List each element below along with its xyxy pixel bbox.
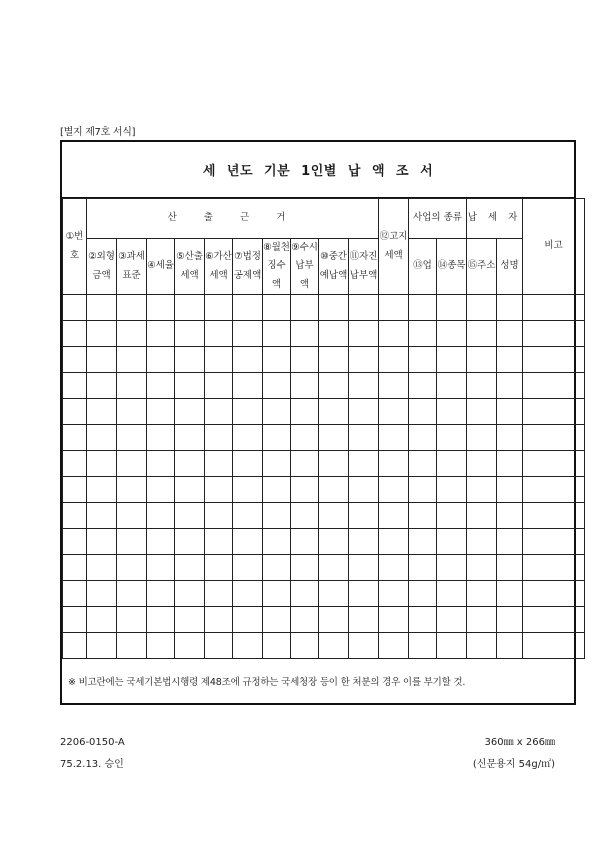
table-cell[interactable] <box>291 477 319 503</box>
table-cell[interactable] <box>233 503 263 529</box>
table-cell[interactable] <box>319 399 349 425</box>
paper-type: (신문용지 54g/㎡) <box>472 759 555 770</box>
table-cell[interactable] <box>87 373 117 399</box>
table-cell[interactable] <box>175 295 205 321</box>
table-cell[interactable] <box>349 295 379 321</box>
table-cell[interactable] <box>349 373 379 399</box>
table-cell[interactable] <box>523 399 585 425</box>
header-withholding: ⑧월천 징수액 <box>263 239 291 295</box>
table-cell[interactable] <box>497 373 523 399</box>
table-cell[interactable] <box>291 503 319 529</box>
table-cell[interactable] <box>63 633 87 659</box>
table-cell[interactable] <box>175 503 205 529</box>
header-remarks: 비고 <box>523 199 585 295</box>
table-cell[interactable] <box>63 581 87 607</box>
table-cell[interactable] <box>205 581 233 607</box>
table-cell[interactable] <box>205 607 233 633</box>
table-cell[interactable] <box>117 295 147 321</box>
table-cell[interactable] <box>63 373 87 399</box>
table-row <box>63 295 585 321</box>
table-cell[interactable] <box>319 503 349 529</box>
table-cell[interactable] <box>147 555 175 581</box>
table-cell[interactable] <box>233 347 263 373</box>
table-cell[interactable] <box>117 607 147 633</box>
header-business-group: 사업의 종류 <box>409 199 467 239</box>
table-cell[interactable] <box>523 295 585 321</box>
table-cell[interactable] <box>437 373 467 399</box>
table-row <box>63 529 585 555</box>
table-cell[interactable] <box>409 555 437 581</box>
table-cell[interactable] <box>233 295 263 321</box>
table-cell[interactable] <box>175 581 205 607</box>
table-cell[interactable] <box>233 425 263 451</box>
table-cell[interactable] <box>205 633 233 659</box>
table-cell[interactable] <box>263 529 291 555</box>
table-cell[interactable] <box>409 373 437 399</box>
table-cell[interactable] <box>409 607 437 633</box>
table-cell[interactable] <box>409 581 437 607</box>
table-cell[interactable] <box>467 607 497 633</box>
footer-left <box>60 732 125 776</box>
table-cell[interactable] <box>291 451 319 477</box>
table-cell[interactable] <box>349 451 379 477</box>
table-cell[interactable] <box>319 581 349 607</box>
table-cell[interactable] <box>523 607 585 633</box>
table-cell[interactable] <box>497 399 523 425</box>
table-cell[interactable] <box>263 451 291 477</box>
table-cell[interactable] <box>437 451 467 477</box>
table-cell[interactable] <box>349 607 379 633</box>
table-cell[interactable] <box>175 321 205 347</box>
table-cell[interactable] <box>467 451 497 477</box>
table-cell[interactable] <box>87 399 117 425</box>
table-cell[interactable] <box>87 555 117 581</box>
table-cell[interactable] <box>147 451 175 477</box>
table-cell[interactable] <box>175 607 205 633</box>
table-cell[interactable] <box>349 555 379 581</box>
table-cell[interactable] <box>437 477 467 503</box>
table-cell[interactable] <box>319 347 349 373</box>
table-cell[interactable] <box>379 607 409 633</box>
table-cell[interactable] <box>175 425 205 451</box>
table-cell[interactable] <box>233 321 263 347</box>
table-cell[interactable] <box>319 607 349 633</box>
table-cell[interactable] <box>409 633 437 659</box>
table-cell[interactable] <box>117 477 147 503</box>
table-cell[interactable] <box>117 503 147 529</box>
table-cell[interactable] <box>63 503 87 529</box>
table-cell[interactable] <box>117 321 147 347</box>
table-cell[interactable] <box>409 477 437 503</box>
form-number-label: [별지 제7호 서식] <box>60 127 136 138</box>
header-occasional-payment: ⑨수시 납부액 <box>291 239 319 295</box>
table-row <box>63 633 585 659</box>
table-cell[interactable] <box>291 347 319 373</box>
table-cell[interactable] <box>147 529 175 555</box>
table-cell[interactable] <box>291 529 319 555</box>
table-cell[interactable] <box>319 295 349 321</box>
table-cell[interactable] <box>409 529 437 555</box>
table-cell[interactable] <box>87 581 117 607</box>
table-cell[interactable] <box>497 321 523 347</box>
table-cell[interactable] <box>319 425 349 451</box>
table-cell[interactable] <box>319 477 349 503</box>
table-cell[interactable] <box>467 347 497 373</box>
table-row <box>63 503 585 529</box>
table-cell[interactable] <box>437 581 467 607</box>
table-cell[interactable] <box>263 321 291 347</box>
table-cell[interactable] <box>175 477 205 503</box>
table-cell[interactable] <box>437 425 467 451</box>
table-cell[interactable] <box>117 633 147 659</box>
table-cell[interactable] <box>319 633 349 659</box>
table-cell[interactable] <box>63 555 87 581</box>
table-row <box>63 321 585 347</box>
table-cell[interactable] <box>263 295 291 321</box>
table-row <box>63 607 585 633</box>
table-cell[interactable] <box>263 503 291 529</box>
table-cell[interactable] <box>349 529 379 555</box>
header-additional-tax: ⑥가산 세액 <box>205 239 233 295</box>
table-row <box>63 399 585 425</box>
header-basis-group: 산 출 근 거 <box>87 199 379 239</box>
table-cell[interactable] <box>63 529 87 555</box>
header-address: ⑮주소 <box>467 239 497 295</box>
header-gross-amount: ②외형 금액 <box>87 239 117 295</box>
table-cell[interactable] <box>147 581 175 607</box>
table-cell[interactable] <box>379 477 409 503</box>
table-cell[interactable] <box>379 399 409 425</box>
table-cell[interactable] <box>379 555 409 581</box>
table-cell[interactable] <box>319 529 349 555</box>
table-cell[interactable] <box>497 633 523 659</box>
table-cell[interactable] <box>63 295 87 321</box>
table-cell[interactable] <box>175 347 205 373</box>
table-cell[interactable] <box>523 347 585 373</box>
table-row <box>63 477 585 503</box>
table-cell[interactable] <box>63 451 87 477</box>
table-cell[interactable] <box>291 425 319 451</box>
header-tax-base: ③과세 표준 <box>117 239 147 295</box>
table-cell[interactable] <box>233 529 263 555</box>
table-cell[interactable] <box>233 633 263 659</box>
table-cell[interactable] <box>497 607 523 633</box>
table-cell[interactable] <box>409 425 437 451</box>
table-cell[interactable] <box>409 503 437 529</box>
table-cell[interactable] <box>205 503 233 529</box>
table-cell[interactable] <box>233 373 263 399</box>
table-cell[interactable] <box>349 503 379 529</box>
table-cell[interactable] <box>497 425 523 451</box>
table-body <box>63 295 585 659</box>
table-cell[interactable] <box>467 581 497 607</box>
table-cell[interactable] <box>87 633 117 659</box>
table-cell[interactable] <box>409 347 437 373</box>
table-cell[interactable] <box>117 529 147 555</box>
table-cell[interactable] <box>467 477 497 503</box>
table-cell[interactable] <box>319 321 349 347</box>
table-cell[interactable] <box>467 503 497 529</box>
table-row <box>63 581 585 607</box>
table-cell[interactable] <box>147 399 175 425</box>
table-cell[interactable] <box>497 581 523 607</box>
header-computed-tax: ⑤산출 세액 <box>175 239 205 295</box>
table-cell[interactable] <box>379 581 409 607</box>
table-cell[interactable] <box>63 607 87 633</box>
table-cell[interactable] <box>523 529 585 555</box>
table-cell[interactable] <box>467 399 497 425</box>
table-cell[interactable] <box>175 529 205 555</box>
table-cell[interactable] <box>467 529 497 555</box>
table-cell[interactable] <box>147 321 175 347</box>
table-cell[interactable] <box>205 425 233 451</box>
header-business: ⑬업 <box>409 239 437 295</box>
table-cell[interactable] <box>147 347 175 373</box>
table-row <box>63 451 585 477</box>
table-cell[interactable] <box>349 425 379 451</box>
table-cell[interactable] <box>437 633 467 659</box>
table-cell[interactable] <box>437 607 467 633</box>
table-cell[interactable] <box>263 399 291 425</box>
table-cell[interactable] <box>497 529 523 555</box>
table-cell[interactable] <box>87 347 117 373</box>
table-cell[interactable] <box>523 555 585 581</box>
table-cell[interactable] <box>233 607 263 633</box>
table-cell[interactable] <box>349 581 379 607</box>
table-cell[interactable] <box>497 451 523 477</box>
table-cell[interactable] <box>379 451 409 477</box>
table-cell[interactable] <box>437 347 467 373</box>
header-interim-prepayment: ⑩중간 예납액 <box>319 239 349 295</box>
table-cell[interactable] <box>523 451 585 477</box>
table-cell[interactable] <box>263 477 291 503</box>
table-cell[interactable] <box>379 373 409 399</box>
table-cell[interactable] <box>409 321 437 347</box>
table-cell[interactable] <box>349 399 379 425</box>
table-cell[interactable] <box>175 451 205 477</box>
table-cell[interactable] <box>117 399 147 425</box>
form-frame <box>60 140 576 705</box>
table-cell[interactable] <box>147 295 175 321</box>
table-cell[interactable] <box>291 555 319 581</box>
table-cell[interactable] <box>437 321 467 347</box>
table-cell[interactable] <box>523 321 585 347</box>
table-cell[interactable] <box>263 581 291 607</box>
table-cell[interactable] <box>87 451 117 477</box>
table-cell[interactable] <box>233 451 263 477</box>
table-cell[interactable] <box>437 399 467 425</box>
table-cell[interactable] <box>205 529 233 555</box>
table-cell[interactable] <box>497 555 523 581</box>
footnote: ※ 비고란에는 국세기본법시행령 제48조에 규정하는 국세청장 등이 한 처분의 경우 이를 부기할 것. <box>68 677 466 688</box>
table-cell[interactable] <box>175 373 205 399</box>
table-cell[interactable] <box>147 425 175 451</box>
table-cell[interactable] <box>291 581 319 607</box>
table-cell[interactable] <box>175 555 205 581</box>
table-cell[interactable] <box>147 477 175 503</box>
form-title: 세 년도 기분 1인별 납 액 조 서 <box>62 142 574 198</box>
table-cell[interactable] <box>63 321 87 347</box>
table-cell[interactable] <box>147 633 175 659</box>
table-cell[interactable] <box>497 477 523 503</box>
table-cell[interactable] <box>87 529 117 555</box>
table-cell[interactable] <box>263 607 291 633</box>
table-cell[interactable] <box>263 555 291 581</box>
table-cell[interactable] <box>175 633 205 659</box>
header-taxpayer-group: 납 세 자 <box>467 199 523 239</box>
table-cell[interactable] <box>437 555 467 581</box>
header-notified-tax: ⑫고지 세액 <box>379 199 409 295</box>
table-cell[interactable] <box>319 373 349 399</box>
table-cell[interactable] <box>437 503 467 529</box>
table-cell[interactable] <box>87 607 117 633</box>
table-cell[interactable] <box>117 451 147 477</box>
table-cell[interactable] <box>291 321 319 347</box>
table-cell[interactable] <box>379 633 409 659</box>
table-cell[interactable] <box>87 295 117 321</box>
table-cell[interactable] <box>379 425 409 451</box>
table-cell[interactable] <box>291 373 319 399</box>
table-cell[interactable] <box>87 321 117 347</box>
table-cell[interactable] <box>467 321 497 347</box>
header-self-payment: ⑪자진 납부액 <box>349 239 379 295</box>
table-cell[interactable] <box>409 451 437 477</box>
table-row <box>63 555 585 581</box>
table-cell[interactable] <box>205 477 233 503</box>
table-cell[interactable] <box>63 347 87 373</box>
table-cell[interactable] <box>63 425 87 451</box>
footer-right <box>473 732 555 776</box>
table-cell[interactable] <box>349 477 379 503</box>
table-cell[interactable] <box>175 399 205 425</box>
table-cell[interactable] <box>233 399 263 425</box>
table-cell[interactable] <box>319 451 349 477</box>
table-cell[interactable] <box>117 555 147 581</box>
table-cell[interactable] <box>291 607 319 633</box>
paper-size: 360㎜ x 266㎜ <box>484 737 555 748</box>
table-cell[interactable] <box>147 373 175 399</box>
table-cell[interactable] <box>205 321 233 347</box>
table-cell[interactable] <box>349 321 379 347</box>
table-row <box>63 347 585 373</box>
table-cell[interactable] <box>147 607 175 633</box>
table-cell[interactable] <box>87 477 117 503</box>
table-cell[interactable] <box>379 347 409 373</box>
header-tax-rate: ④세율 <box>147 239 175 295</box>
table-cell[interactable] <box>87 503 117 529</box>
table-cell[interactable] <box>497 295 523 321</box>
table-cell[interactable] <box>467 633 497 659</box>
table-cell[interactable] <box>523 477 585 503</box>
header-name: 성명 <box>497 239 523 295</box>
table-cell[interactable] <box>319 555 349 581</box>
table-cell[interactable] <box>467 373 497 399</box>
table-cell[interactable] <box>205 451 233 477</box>
table-cell[interactable] <box>233 555 263 581</box>
table-cell[interactable] <box>379 503 409 529</box>
table-cell[interactable] <box>117 373 147 399</box>
header-category: ⑭종목 <box>437 239 467 295</box>
table-cell[interactable] <box>349 347 379 373</box>
table-cell[interactable] <box>409 399 437 425</box>
table-cell[interactable] <box>205 373 233 399</box>
table-cell[interactable] <box>263 347 291 373</box>
table-cell[interactable] <box>523 633 585 659</box>
table-cell[interactable] <box>523 425 585 451</box>
table-cell[interactable] <box>263 425 291 451</box>
table-cell[interactable] <box>205 295 233 321</box>
table-cell[interactable] <box>523 503 585 529</box>
table-row <box>63 373 585 399</box>
approval-date: 75.2.13. 승인 <box>60 759 124 770</box>
table-row <box>63 425 585 451</box>
table-cell[interactable] <box>467 555 497 581</box>
table-cell[interactable] <box>291 633 319 659</box>
table-cell[interactable] <box>263 373 291 399</box>
table-cell[interactable] <box>467 425 497 451</box>
table-cell[interactable] <box>497 347 523 373</box>
table-cell[interactable] <box>437 295 467 321</box>
form-code: 2206-0150-A <box>60 737 125 748</box>
table-cell[interactable] <box>117 425 147 451</box>
table-cell[interactable] <box>63 399 87 425</box>
table-cell[interactable] <box>523 581 585 607</box>
table-cell[interactable] <box>523 373 585 399</box>
table-cell[interactable] <box>379 321 409 347</box>
table-cell[interactable] <box>205 555 233 581</box>
table-cell[interactable] <box>63 477 87 503</box>
header-number: ①번호 <box>63 199 87 295</box>
table-cell[interactable] <box>497 503 523 529</box>
table-cell[interactable] <box>205 399 233 425</box>
table-cell[interactable] <box>87 425 117 451</box>
table-cell[interactable] <box>379 529 409 555</box>
table-cell[interactable] <box>409 295 437 321</box>
table-cell[interactable] <box>117 347 147 373</box>
table-cell[interactable] <box>467 295 497 321</box>
table-cell[interactable] <box>233 477 263 503</box>
table-cell[interactable] <box>233 581 263 607</box>
table-cell[interactable] <box>117 581 147 607</box>
header-legal-deduction: ⑦법정 공제액 <box>233 239 263 295</box>
table-cell[interactable] <box>291 295 319 321</box>
table-cell[interactable] <box>437 529 467 555</box>
tax-table <box>62 198 585 659</box>
table-cell[interactable] <box>291 399 319 425</box>
table-cell[interactable] <box>379 295 409 321</box>
table-cell[interactable] <box>147 503 175 529</box>
table-cell[interactable] <box>349 633 379 659</box>
table-cell[interactable] <box>205 347 233 373</box>
table-cell[interactable] <box>263 633 291 659</box>
